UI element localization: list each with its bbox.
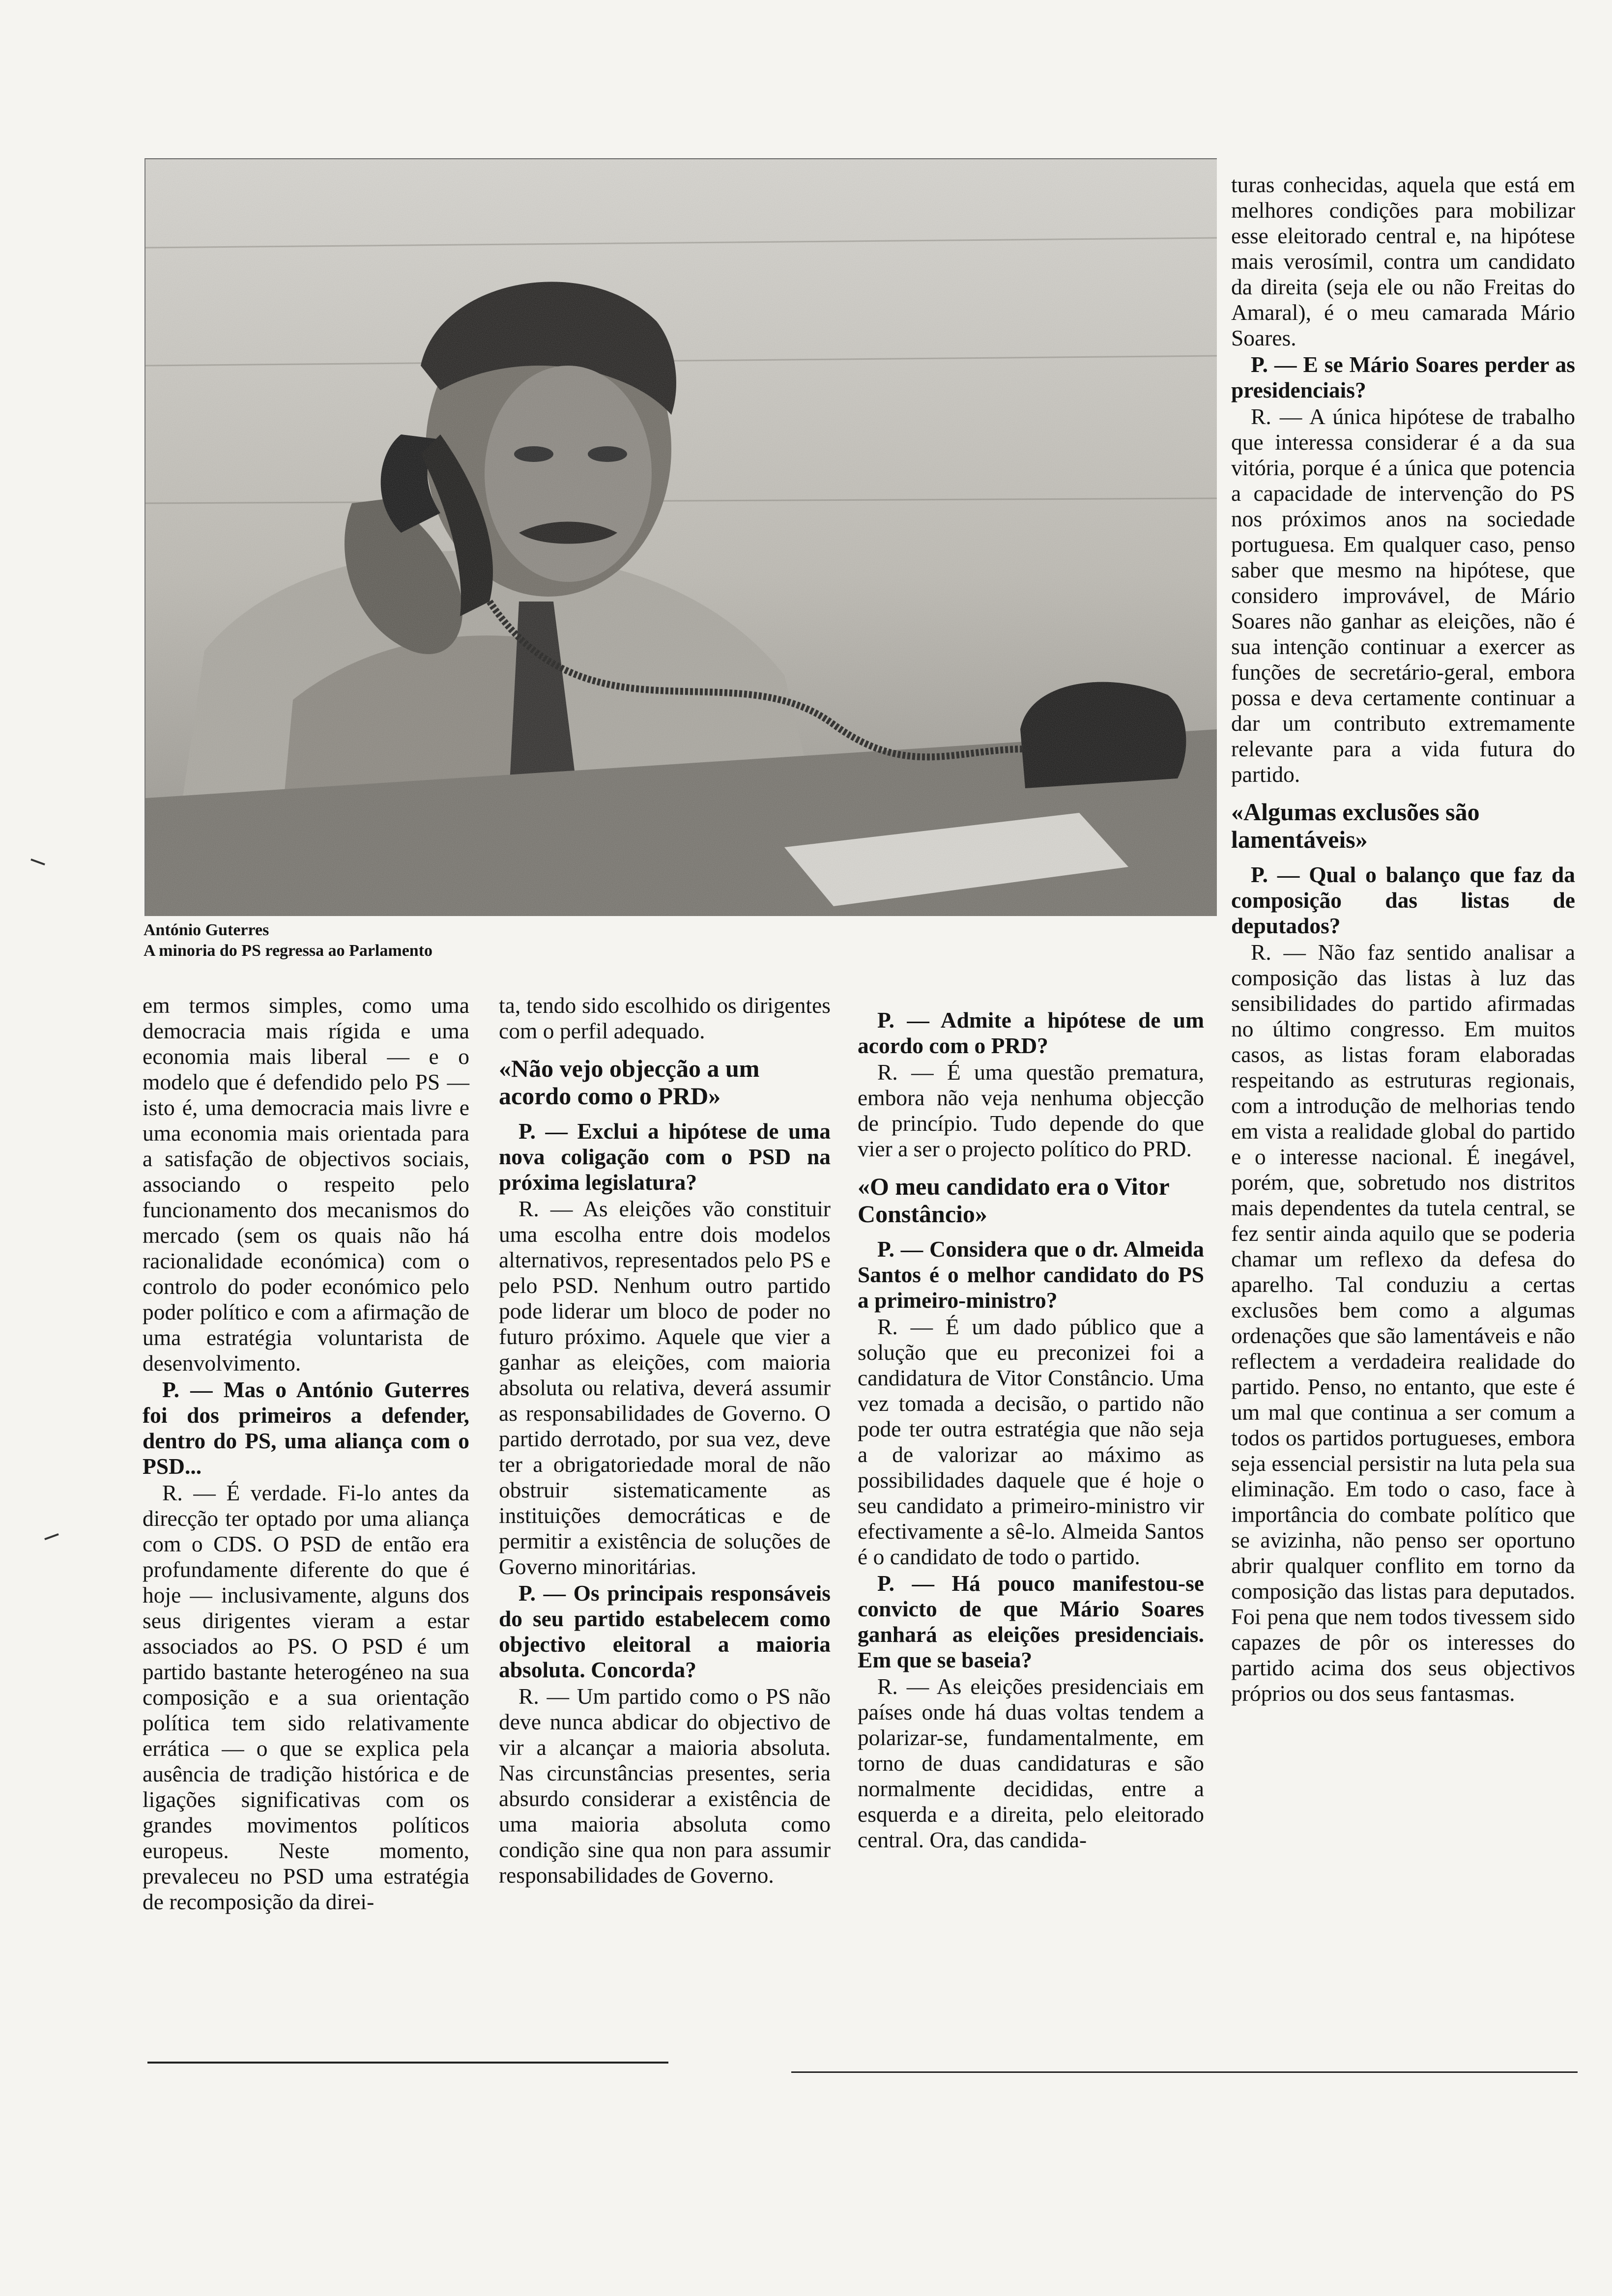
col2-question-1: P. — Exclui a hipótese de uma nova coligação com o PSD na próxima legislatura? <box>499 1119 831 1195</box>
bottom-rule-right <box>791 2071 1578 2073</box>
col3-answer-2: R. — É um dado público que a solução que eu preconizei foi a candidatura de Vitor Constâncio. Uma vez tomada a decisão, o partido não pode ter outra estratégia que não seja a de valorizar ao máximo as possibilidades daquele que é hoje o seu candidato a primeiro-ministro vir efectivamente a sê-lo. Almeida Santos é o candidato de todo o partido. <box>858 1314 1204 1569</box>
col2-question-2: P. — Os principais responsáveis do seu partido estabelecem como objectivo eleitoral a maioria absoluta. Concorda? <box>499 1580 831 1682</box>
col4-answer-1: R. — A única hipótese de trabalho que interessa considerar é a da sua vitória, porque é a única que potencia a capacidade de intervenção do PS nos próximos anos na sociedade portuguesa. Em qualquer caso, penso saber que mesmo na hipótese, que considero improvável, de Mário Soares não ganhar as eleições, não é sua intenção continuar a exercer as funções de secretário-geral, embora possa e deva certamente continuar a dar um contributo extremamente relevante para a vida futura do partido. <box>1231 404 1575 787</box>
col1-answer: R. — É verdade. Fi-lo antes da direcção ter optado por uma aliança com o CDS. O PSD de então era profundamente diferente do que é hoje — inclusivamente, alguns dos seus dirigentes vieram a estar associados ao PS. O PSD é um partido bastante heterogéneo na sua composição e a sua orientação política tem sido relativamente errática — o que se explica pela ausência de tradição histórica e de ligações significativas com os grandes movimentos políticos europeus. Neste momento, prevaleceu no PSD uma estratégia de recomposição da direi- <box>143 1480 469 1914</box>
margin-mark-1 <box>30 859 45 865</box>
col2-answer-2: R. — Um partido como o PS não deve nunca abdicar do objectivo de vir a alcançar a maioria absoluta. Nas circunstâncias presentes, seria absurdo considerar a existência de uma maioria absoluta como condição sine qua non para assumir responsabilidades de Governo. <box>499 1684 831 1888</box>
col1-question: P. — Mas o António Guterres foi dos primeiros a defender, dentro do PS, uma aliança com o PSD... <box>143 1377 469 1479</box>
col1-paragraph-1: em termos simples, como uma democracia mais rígida e uma economia mais liberal — e o modelo que é defendido pelo PS — isto é, uma democracia mais livre e uma economia mais orientada para a satisfação de objectivos sociais, associando o respeito pelo funcionamento dos mecanismos do mercado (sem os quais não há racionalidade económica) com o controlo do poder económico pelo poder político e com a afirmação de uma estratégia voluntarista de desenvolvimento. <box>143 993 469 1376</box>
col3-question-2: P. — Considera que o dr. Almeida Santos é o melhor candidato do PS a primeiro-ministro? <box>858 1236 1204 1313</box>
col3-question-1: P. — Admite a hipótese de um acordo com o PRD? <box>858 1007 1204 1058</box>
bottom-rule-left <box>147 2062 668 2064</box>
col2-answer-1: R. — As eleições vão constituir uma escolha entre dois modelos alternativos, representados pelo PS e pelo PSD. Nenhum outro partido pode liderar um bloco de poder no futuro próximo. Aquele que vier a ganhar as eleições, com maioria absoluta ou relativa, deverá assumir as responsabilidades de Governo. O partido derrotado, por sua vez, deve ter a obrigatoriedade moral de não obstruir sistematicamente as instituições democráticas e de permitir a existência de soluções de Governo minoritárias. <box>499 1196 831 1579</box>
column-1 <box>143 993 469 1915</box>
margin-mark-2 <box>44 1533 59 1540</box>
caption-name: António Guterres <box>144 921 269 939</box>
col3-answer-1: R. — É uma questão prematura, embora não veja nenhuma objecção de princípio. Tudo depende do que vier a ser o projecto político do PRD. <box>858 1060 1204 1161</box>
col4-answer-2: R. — Não faz sentido analisar a composição das listas à luz das sensibilidades do partido afirmadas no último congresso. Em muitos casos, as listas foram elaboradas respeitando as estruturas regionais, com a introdução de melhorias tendo em vista a realidade global do partido e o interesse nacional. É inegável, porém, que, sobretudo nos distritos mais dependentes da tutela central, se fez sentir ainda aquilo que se poderia chamar um reflexo da defesa do aparelho. Tal conduziu a certas exclusões bem como a algumas ordenações que são lamentáveis e não reflectem a verdadeira realidade do partido. Penso, no entanto, que este é um mal que continua a ser comum a todos os partidos portugueses, embora seja essencial persistir na luta pela sua eliminação. Em todo o caso, face à importância do combate político que se avizinha, não penso ser oportuno abrir qualquer conflito em torno da composição das listas para deputados. Foi pena que nem todos tivessem sido capazes de pôr os interesses do partido acima dos seus objectivos próprios ou dos seus fantasmas. <box>1231 940 1575 1706</box>
col3-subheading: «O meu candidato era o Vitor Constâncio» <box>858 1173 1169 1228</box>
col3-question-3: P. — Há pouco manifestou-se convicto de que Mário Soares ganhará as eleições presidenciais. Em que se baseia? <box>858 1571 1204 1672</box>
col2-subheading: «Não vejo objecção a um acordo como o PRD» <box>499 1055 760 1110</box>
col3-answer-3: R. — As eleições presidenciais em países onde há duas voltas tendem a polarizar-se, fundamentalmente, em torno de duas candidaturas e são normalmente decididas, entre a esquerda e a direita, pelo eleitorado central. Ora, das candida- <box>858 1674 1204 1852</box>
photo-illustration <box>145 159 1217 916</box>
photo-antonio-guterres <box>144 158 1217 916</box>
column-2 <box>499 993 831 1888</box>
col4-subheading: «Algumas exclusões são lamentáveis» <box>1231 798 1480 853</box>
col4-question-1: P. — E se Mário Soares perder as presidenciais? <box>1231 352 1575 402</box>
caption-text: A minoria do PS regressa ao Parlamento <box>144 942 433 960</box>
column-3 <box>858 1007 1204 1853</box>
col4-question-2: P. — Qual o balanço que faz da composição das listas de deputados? <box>1231 862 1575 938</box>
photo-caption <box>144 920 635 961</box>
col2-paragraph-1: ta, tendo sido escolhido os dirigentes com o perfil adequado. <box>499 993 831 1043</box>
col4-paragraph-1: turas conhecidas, aquela que está em melhores condições para mobilizar esse eleitorado central e, na hipótese mais verosímil, contra um candidato da direita (seja ele ou não Freitas do Amaral), é o meu camarada Mário Soares. <box>1231 172 1575 350</box>
column-4 <box>1231 172 1575 1706</box>
